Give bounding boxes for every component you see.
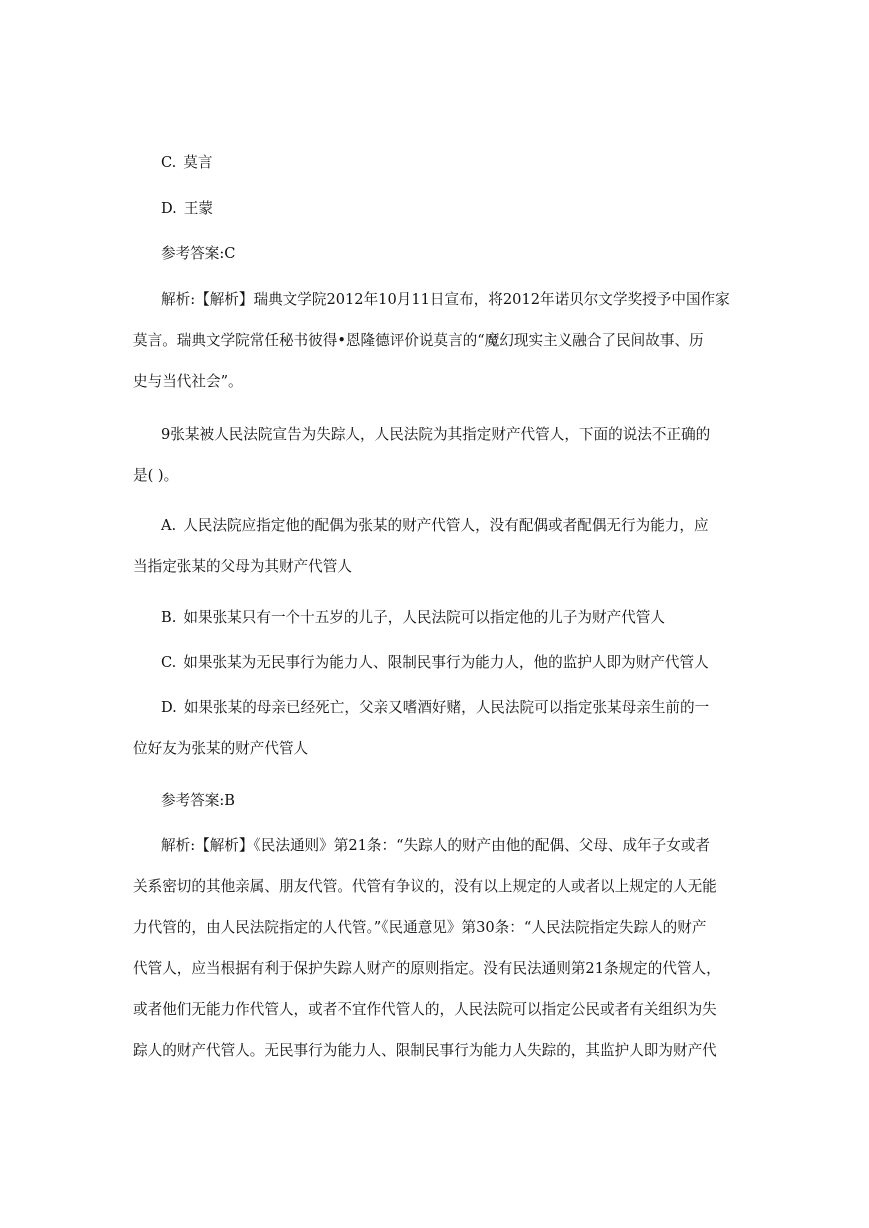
option-text: 如果张某只有一个十五岁的儿子，人民法院可以指定他的儿子为财产代管人: [183, 609, 665, 626]
option-label: A.: [161, 517, 177, 534]
analysis-line: 或者他们无能力作代管人，或者不宜作代管人的，人民法院可以指定公民或者有关组织为失: [133, 1001, 717, 1018]
question-9-answer: [133, 780, 738, 821]
answer-text: 参考答案:C: [161, 245, 236, 262]
analysis-line: 代管人，应当根据有利于保护失踪人财产的原则指定。没有民法通则第21条规定的代管人，: [133, 960, 721, 977]
option-label: D.: [161, 200, 177, 217]
option-label: C.: [161, 654, 177, 671]
question-9-option-c: [133, 642, 738, 683]
prev-analysis: [133, 279, 738, 402]
question-9-option-d: [133, 687, 738, 769]
option-text: 人民法院应指定他的配偶为张某的财产代管人，没有配偶或者配偶无行为能力，应: [183, 517, 709, 534]
analysis-line: 关系密切的其他亲属、朋友代管。代管有争议的，没有以上规定的人或者以上规定的人无能: [133, 878, 717, 895]
analysis-line: 史与当代社会”。: [133, 373, 243, 390]
analysis-line: 力代管的，由人民法院指定的人代管。”《民通意见》第30条：“人民法院指定失踪人的财产: [133, 919, 707, 936]
option-text: 如果张某的母亲已经死亡，父亲又嗜酒好赌，人民法院可以指定张某母亲生前的一: [183, 699, 710, 716]
option-label: D.: [161, 699, 177, 716]
option-text: 莫言: [183, 154, 213, 171]
option-text: 位好友为张某的财产代管人: [133, 740, 309, 757]
analysis-line: 莫言。瑞典文学院常任秘书彼得•恩隆德评价说莫言的“魔幻现实主义融合了民间故事、历: [133, 332, 704, 349]
option-text: 当指定张某的父母为其财产代管人: [133, 558, 352, 575]
option-text: 如果张某为无民事行为能力人、限制民事行为能力人，他的监护人即为财产代管人: [183, 654, 709, 671]
prev-answer: [133, 233, 738, 274]
stem-line: 是( )。: [133, 467, 179, 484]
question-9-analysis: [133, 825, 738, 1071]
prev-option-d: [133, 188, 738, 229]
question-9-option-a: [133, 505, 738, 587]
option-label: B.: [161, 609, 177, 626]
stem-line: 9张某被人民法院宣告为失踪人，人民法院为其指定财产代管人，下面的说法不正确的: [161, 426, 711, 443]
analysis-line: 解析:【解析】瑞典文学院2012年10月11日宣布，将2012年诺贝尔文学奖授予中国作家: [161, 291, 730, 308]
question-9-option-b: [133, 597, 738, 638]
prev-option-c: [133, 142, 738, 183]
answer-text: 参考答案:B: [161, 792, 236, 809]
analysis-line: 解析:【解析】《民法通则》第21条：“失踪人的财产由他的配偶、父母、成年子女或者: [161, 837, 711, 854]
option-label: C.: [161, 154, 177, 171]
analysis-line: 踪人的财产代管人。无民事行为能力人、限制民事行为能力人失踪的，其监护人即为财产代: [133, 1042, 717, 1059]
question-9-stem: [133, 414, 738, 496]
option-text: 王蒙: [183, 200, 214, 217]
